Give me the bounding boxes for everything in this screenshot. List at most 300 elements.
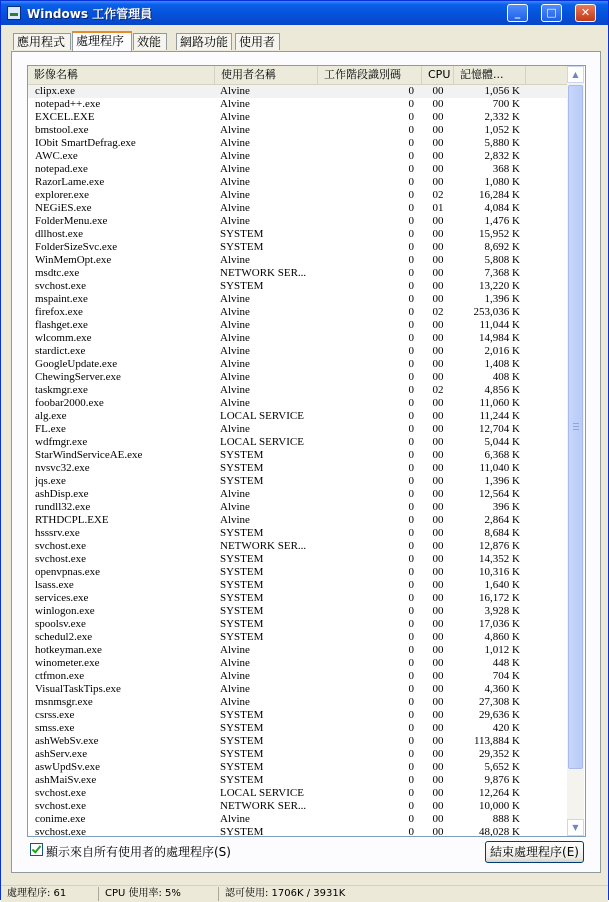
table-row[interactable] [28, 345, 568, 358]
process-name: dllhost.exe [35, 228, 83, 240]
process-cpu: 00 [432, 696, 444, 708]
process-session: 0 [408, 241, 414, 253]
table-row[interactable] [28, 423, 568, 436]
process-name: wdfmgr.exe [35, 436, 88, 448]
process-session: 0 [408, 280, 414, 292]
process-user: SYSTEM [220, 826, 264, 837]
process-cpu: 00 [432, 332, 444, 344]
process-cpu: 00 [432, 462, 444, 474]
process-session: 0 [408, 111, 414, 123]
table-row[interactable] [28, 579, 568, 592]
process-memory: 17,036 K [479, 618, 520, 630]
process-user: NETWORK SER... [220, 540, 307, 552]
process-cpu: 00 [432, 124, 444, 136]
process-session: 0 [408, 228, 414, 240]
process-memory: 15,952 K [479, 228, 520, 240]
table-row[interactable] [28, 397, 568, 410]
column-user-name[interactable]: 使用者名稱 [215, 66, 318, 84]
process-memory: 48,028 K [479, 826, 520, 837]
process-session: 0 [408, 98, 414, 110]
process-cpu: 00 [432, 397, 444, 409]
process-name: FL.exe [35, 423, 66, 435]
process-cpu: 00 [432, 644, 444, 656]
process-cpu: 00 [432, 761, 444, 773]
process-cpu: 00 [432, 553, 444, 565]
process-session: 0 [408, 657, 414, 669]
process-user: Alvine [220, 696, 250, 708]
process-memory: 420 K [492, 722, 520, 734]
window-title: Windows 工作管理員 [27, 7, 153, 21]
process-name: explorer.exe [35, 189, 90, 201]
process-memory: 1,396 K [484, 293, 520, 305]
process-cpu: 00 [432, 605, 444, 617]
process-memory: 253,036 K [473, 306, 520, 318]
process-user: SYSTEM [220, 475, 264, 487]
process-cpu: 00 [432, 475, 444, 487]
table-row[interactable] [28, 410, 568, 423]
process-session: 0 [408, 449, 414, 461]
process-memory: 4,856 K [484, 384, 520, 396]
process-memory: 8,684 K [484, 527, 520, 539]
process-memory: 12,704 K [479, 423, 520, 435]
tab-users[interactable]: 使用者 [235, 33, 280, 50]
table-row[interactable] [28, 462, 568, 475]
table-row[interactable] [28, 280, 568, 293]
status-commit-charge: 認可使用: 1706K / 3931K [225, 888, 346, 899]
process-memory: 5,652 K [484, 761, 520, 773]
process-session: 0 [408, 670, 414, 682]
process-session: 0 [408, 618, 414, 630]
process-name: rundll32.exe [35, 501, 91, 513]
process-name: clipx.exe [35, 85, 76, 97]
process-cpu: 00 [432, 436, 444, 448]
process-cpu: 02 [432, 189, 444, 201]
process-user: Alvine [220, 644, 250, 656]
process-user: Alvine [220, 176, 250, 188]
process-memory: 396 K [492, 501, 520, 513]
table-row[interactable] [28, 488, 568, 501]
table-row[interactable] [28, 358, 568, 371]
process-user: SYSTEM [220, 462, 264, 474]
process-name: winlogon.exe [35, 605, 95, 617]
table-row[interactable] [28, 189, 568, 202]
process-user: Alvine [220, 813, 250, 825]
process-memory: 14,984 K [479, 332, 520, 344]
column-image-name[interactable]: 影像名稱 [28, 66, 215, 84]
process-memory: 4,860 K [484, 631, 520, 643]
process-session: 0 [408, 319, 414, 331]
process-user: NETWORK SER... [220, 267, 307, 279]
process-name: StarWindServiceAE.exe [35, 449, 143, 461]
tab-processes[interactable]: 處理程序 [72, 31, 132, 51]
process-user: SYSTEM [220, 709, 264, 721]
task-manager-icon [7, 6, 21, 20]
process-cpu: 00 [432, 618, 444, 630]
table-row[interactable] [28, 475, 568, 488]
process-memory: 1,012 K [484, 644, 520, 656]
table-row[interactable] [28, 774, 568, 787]
process-memory: 9,876 K [484, 774, 520, 786]
process-cpu: 00 [432, 111, 444, 123]
process-session: 0 [408, 592, 414, 604]
process-session: 0 [408, 345, 414, 357]
process-memory: 11,044 K [479, 319, 520, 331]
process-user: SYSTEM [220, 228, 264, 240]
table-row[interactable] [28, 449, 568, 462]
table-row[interactable] [28, 670, 568, 683]
process-cpu: 02 [432, 306, 444, 318]
table-row[interactable] [28, 150, 568, 163]
process-user: Alvine [220, 319, 250, 331]
process-memory: 2,332 K [484, 111, 520, 123]
process-user: Alvine [220, 358, 250, 370]
process-cpu: 00 [432, 345, 444, 357]
process-user: SYSTEM [220, 735, 264, 747]
process-cpu: 00 [432, 670, 444, 682]
table-row[interactable] [28, 644, 568, 657]
table-row[interactable] [28, 254, 568, 267]
process-name: aswUpdSv.exe [35, 761, 100, 773]
process-session: 0 [408, 176, 414, 188]
process-user: Alvine [220, 189, 250, 201]
process-session: 0 [408, 293, 414, 305]
table-row[interactable] [28, 267, 568, 280]
process-memory: 3,928 K [484, 605, 520, 617]
process-name: ashServ.exe [35, 748, 88, 760]
process-name: alg.exe [35, 410, 67, 422]
table-row[interactable] [28, 85, 568, 98]
process-session: 0 [408, 202, 414, 214]
table-row[interactable] [28, 332, 568, 345]
vertical-scrollbar[interactable] [567, 66, 584, 836]
table-row[interactable] [28, 371, 568, 384]
table-row[interactable] [28, 696, 568, 709]
process-name: svchost.exe [35, 826, 87, 837]
minimize-button[interactable]: _ [507, 4, 528, 22]
process-user: SYSTEM [220, 618, 264, 630]
process-cpu: 00 [432, 774, 444, 786]
table-row[interactable] [28, 293, 568, 306]
process-memory: 4,084 K [484, 202, 520, 214]
process-cpu: 00 [432, 488, 444, 500]
process-cpu: 00 [432, 163, 444, 175]
table-row[interactable] [28, 514, 568, 527]
process-name: svchost.exe [35, 800, 87, 812]
process-cpu: 00 [432, 631, 444, 643]
table-row[interactable] [28, 709, 568, 722]
process-name: nvsvc32.exe [35, 462, 90, 474]
process-session: 0 [408, 215, 414, 227]
table-row[interactable] [28, 436, 568, 449]
process-session: 0 [408, 566, 414, 578]
process-memory: 113,884 K [473, 735, 520, 747]
process-name: msnmsgr.exe [35, 696, 93, 708]
process-memory: 2,864 K [484, 514, 520, 526]
column-memory[interactable]: 記憶體... [454, 66, 526, 84]
table-row[interactable] [28, 605, 568, 618]
process-memory: 2,832 K [484, 150, 520, 162]
scroll-thumb[interactable] [568, 85, 583, 769]
table-row[interactable] [28, 306, 568, 319]
table-row[interactable] [28, 657, 568, 670]
process-session: 0 [408, 189, 414, 201]
process-memory: 5,044 K [484, 436, 520, 448]
process-name: notepad++.exe [35, 98, 101, 110]
process-user: SYSTEM [220, 553, 264, 565]
table-row[interactable] [28, 319, 568, 332]
process-session: 0 [408, 696, 414, 708]
process-cpu: 00 [432, 280, 444, 292]
list-header [28, 66, 568, 85]
table-row[interactable] [28, 228, 568, 241]
table-row[interactable] [28, 722, 568, 735]
process-cpu: 00 [432, 215, 444, 227]
process-name: spoolsv.exe [35, 618, 86, 630]
process-session: 0 [408, 709, 414, 721]
process-session: 0 [408, 540, 414, 552]
process-name: foobar2000.exe [35, 397, 104, 409]
process-session: 0 [408, 332, 414, 344]
process-cpu: 00 [432, 98, 444, 110]
table-row[interactable] [28, 618, 568, 631]
process-cpu: 00 [432, 800, 444, 812]
process-name: notepad.exe [35, 163, 88, 175]
process-user: SYSTEM [220, 566, 264, 578]
process-memory: 14,352 K [479, 553, 520, 565]
process-cpu: 00 [432, 813, 444, 825]
process-user: Alvine [220, 683, 250, 695]
process-session: 0 [408, 800, 414, 812]
process-user: Alvine [220, 98, 250, 110]
process-session: 0 [408, 787, 414, 799]
process-user: Alvine [220, 254, 250, 266]
process-session: 0 [408, 748, 414, 760]
process-name: svchost.exe [35, 553, 87, 565]
process-memory: 700 K [492, 98, 520, 110]
maximize-button[interactable]: □ [541, 4, 562, 22]
process-user: Alvine [220, 397, 250, 409]
process-user: LOCAL SERVICE [220, 436, 304, 448]
process-session: 0 [408, 826, 414, 837]
table-row[interactable] [28, 111, 568, 124]
table-row[interactable] [28, 501, 568, 514]
process-session: 0 [408, 150, 414, 162]
table-row[interactable] [28, 540, 568, 553]
table-row[interactable] [28, 241, 568, 254]
scroll-up-button[interactable]: ▲ [567, 66, 584, 83]
table-row[interactable] [28, 592, 568, 605]
process-name: IObit SmartDefrag.exe [35, 137, 136, 149]
process-name: lsass.exe [35, 579, 74, 591]
process-cpu: 00 [432, 241, 444, 253]
process-name: taskmgr.exe [35, 384, 88, 396]
process-session: 0 [408, 475, 414, 487]
process-cpu: 00 [432, 657, 444, 669]
process-memory: 2,016 K [484, 345, 520, 357]
process-memory: 11,040 K [479, 462, 520, 474]
table-row[interactable] [28, 202, 568, 215]
process-memory: 6,368 K [484, 449, 520, 461]
process-cpu: 00 [432, 137, 444, 149]
process-session: 0 [408, 683, 414, 695]
process-name: svchost.exe [35, 540, 87, 552]
process-name: ashWebSv.exe [35, 735, 99, 747]
table-row[interactable] [28, 748, 568, 761]
process-cpu: 00 [432, 85, 444, 97]
process-cpu: 01 [432, 202, 444, 214]
process-name: RazorLame.exe [35, 176, 105, 188]
process-name: FolderSizeSvc.exe [35, 241, 118, 253]
table-row[interactable] [28, 384, 568, 397]
process-cpu: 00 [432, 709, 444, 721]
process-name: services.exe [35, 592, 89, 604]
table-row[interactable] [28, 176, 568, 189]
table-row[interactable] [28, 813, 568, 826]
process-memory: 7,368 K [484, 267, 520, 279]
table-row[interactable] [28, 787, 568, 800]
process-user: Alvine [220, 150, 250, 162]
process-cpu: 00 [432, 358, 444, 370]
table-row[interactable] [28, 137, 568, 150]
table-row[interactable] [28, 735, 568, 748]
process-session: 0 [408, 579, 414, 591]
process-memory: 11,060 K [479, 397, 520, 409]
process-cpu: 00 [432, 826, 444, 837]
process-name: WinMemOpt.exe [35, 254, 112, 266]
process-user: Alvine [220, 293, 250, 305]
process-memory: 1,080 K [484, 176, 520, 188]
process-name: ctfmon.exe [35, 670, 85, 682]
process-user: Alvine [220, 85, 250, 97]
process-memory: 11,244 K [479, 410, 520, 422]
process-user: Alvine [220, 657, 250, 669]
process-memory: 16,172 K [479, 592, 520, 604]
process-name: conime.exe [35, 813, 86, 825]
process-memory: 1,052 K [484, 124, 520, 136]
process-rows [28, 85, 568, 837]
tab-networking[interactable]: 網路功能 [176, 33, 232, 50]
process-user: SYSTEM [220, 761, 264, 773]
process-cpu: 00 [432, 592, 444, 604]
tab-performance[interactable]: 效能 [133, 33, 167, 50]
table-row[interactable] [28, 683, 568, 696]
process-memory: 12,264 K [479, 787, 520, 799]
process-user: Alvine [220, 384, 250, 396]
process-name: mspaint.exe [35, 293, 88, 305]
table-row[interactable] [28, 215, 568, 228]
column-session-id[interactable]: 工作階段識別碼 [318, 66, 422, 84]
process-user: Alvine [220, 111, 250, 123]
process-session: 0 [408, 358, 414, 370]
show-all-users-label[interactable]: 顯示來自所有使用者的處理程序(S) [46, 845, 231, 859]
process-memory: 1,056 K [484, 85, 520, 97]
process-cpu: 00 [432, 735, 444, 747]
table-row[interactable] [28, 826, 568, 837]
process-memory: 1,408 K [484, 358, 520, 370]
process-session: 0 [408, 436, 414, 448]
process-cpu: 00 [432, 293, 444, 305]
table-row[interactable] [28, 163, 568, 176]
process-name: schedul2.exe [35, 631, 93, 643]
column-cpu[interactable]: CPU [422, 66, 454, 84]
process-name: smss.exe [35, 722, 75, 734]
end-process-button[interactable]: 結束處理程序(E) [485, 841, 584, 863]
process-name: csrss.exe [35, 709, 75, 721]
table-row[interactable] [28, 553, 568, 566]
process-session: 0 [408, 306, 414, 318]
process-user: Alvine [220, 371, 250, 383]
process-session: 0 [408, 774, 414, 786]
process-memory: 29,636 K [479, 709, 520, 721]
process-session: 0 [408, 605, 414, 617]
process-cpu: 00 [432, 150, 444, 162]
process-name: openvpnas.exe [35, 566, 101, 578]
show-all-users-checkbox[interactable] [30, 843, 43, 856]
process-session: 0 [408, 631, 414, 643]
process-memory: 448 K [492, 657, 520, 669]
process-user: SYSTEM [220, 280, 264, 292]
process-user: Alvine [220, 137, 250, 149]
scroll-down-button[interactable]: ▼ [567, 819, 584, 836]
process-user: Alvine [220, 345, 250, 357]
process-name: GoogleUpdate.exe [35, 358, 118, 370]
process-cpu: 00 [432, 787, 444, 799]
table-row[interactable] [28, 98, 568, 111]
tab-applications[interactable]: 應用程式 [13, 33, 71, 50]
process-user: SYSTEM [220, 527, 264, 539]
process-session: 0 [408, 397, 414, 409]
table-row[interactable] [28, 124, 568, 137]
process-cpu: 00 [432, 254, 444, 266]
process-user: SYSTEM [220, 241, 264, 253]
process-memory: 10,000 K [479, 800, 520, 812]
process-list[interactable] [27, 65, 586, 837]
process-cpu: 00 [432, 371, 444, 383]
process-user: SYSTEM [220, 592, 264, 604]
process-cpu: 00 [432, 566, 444, 578]
process-memory: 13,220 K [479, 280, 520, 292]
process-user: SYSTEM [220, 605, 264, 617]
table-row[interactable] [28, 800, 568, 813]
process-name: ashDisp.exe [35, 488, 89, 500]
process-session: 0 [408, 410, 414, 422]
process-user: Alvine [220, 163, 250, 175]
process-memory: 1,640 K [484, 579, 520, 591]
table-row[interactable] [28, 527, 568, 540]
process-cpu: 00 [432, 501, 444, 513]
process-name: FolderMenu.exe [35, 215, 108, 227]
process-cpu: 02 [432, 384, 444, 396]
table-row[interactable] [28, 761, 568, 774]
table-row[interactable] [28, 631, 568, 644]
process-memory: 8,692 K [484, 241, 520, 253]
process-name: msdtc.exe [35, 267, 80, 279]
process-memory: 10,316 K [479, 566, 520, 578]
process-user: Alvine [220, 670, 250, 682]
process-user: SYSTEM [220, 722, 264, 734]
process-cpu: 00 [432, 319, 444, 331]
process-name: flashget.exe [35, 319, 88, 331]
title-bar[interactable] [1, 1, 608, 25]
process-session: 0 [408, 371, 414, 383]
process-session: 0 [408, 163, 414, 175]
process-cpu: 00 [432, 410, 444, 422]
table-row[interactable] [28, 566, 568, 579]
status-bar [1, 885, 608, 902]
process-cpu: 00 [432, 449, 444, 461]
process-user: NETWORK SER... [220, 800, 307, 812]
close-button[interactable]: ✕ [575, 4, 596, 22]
